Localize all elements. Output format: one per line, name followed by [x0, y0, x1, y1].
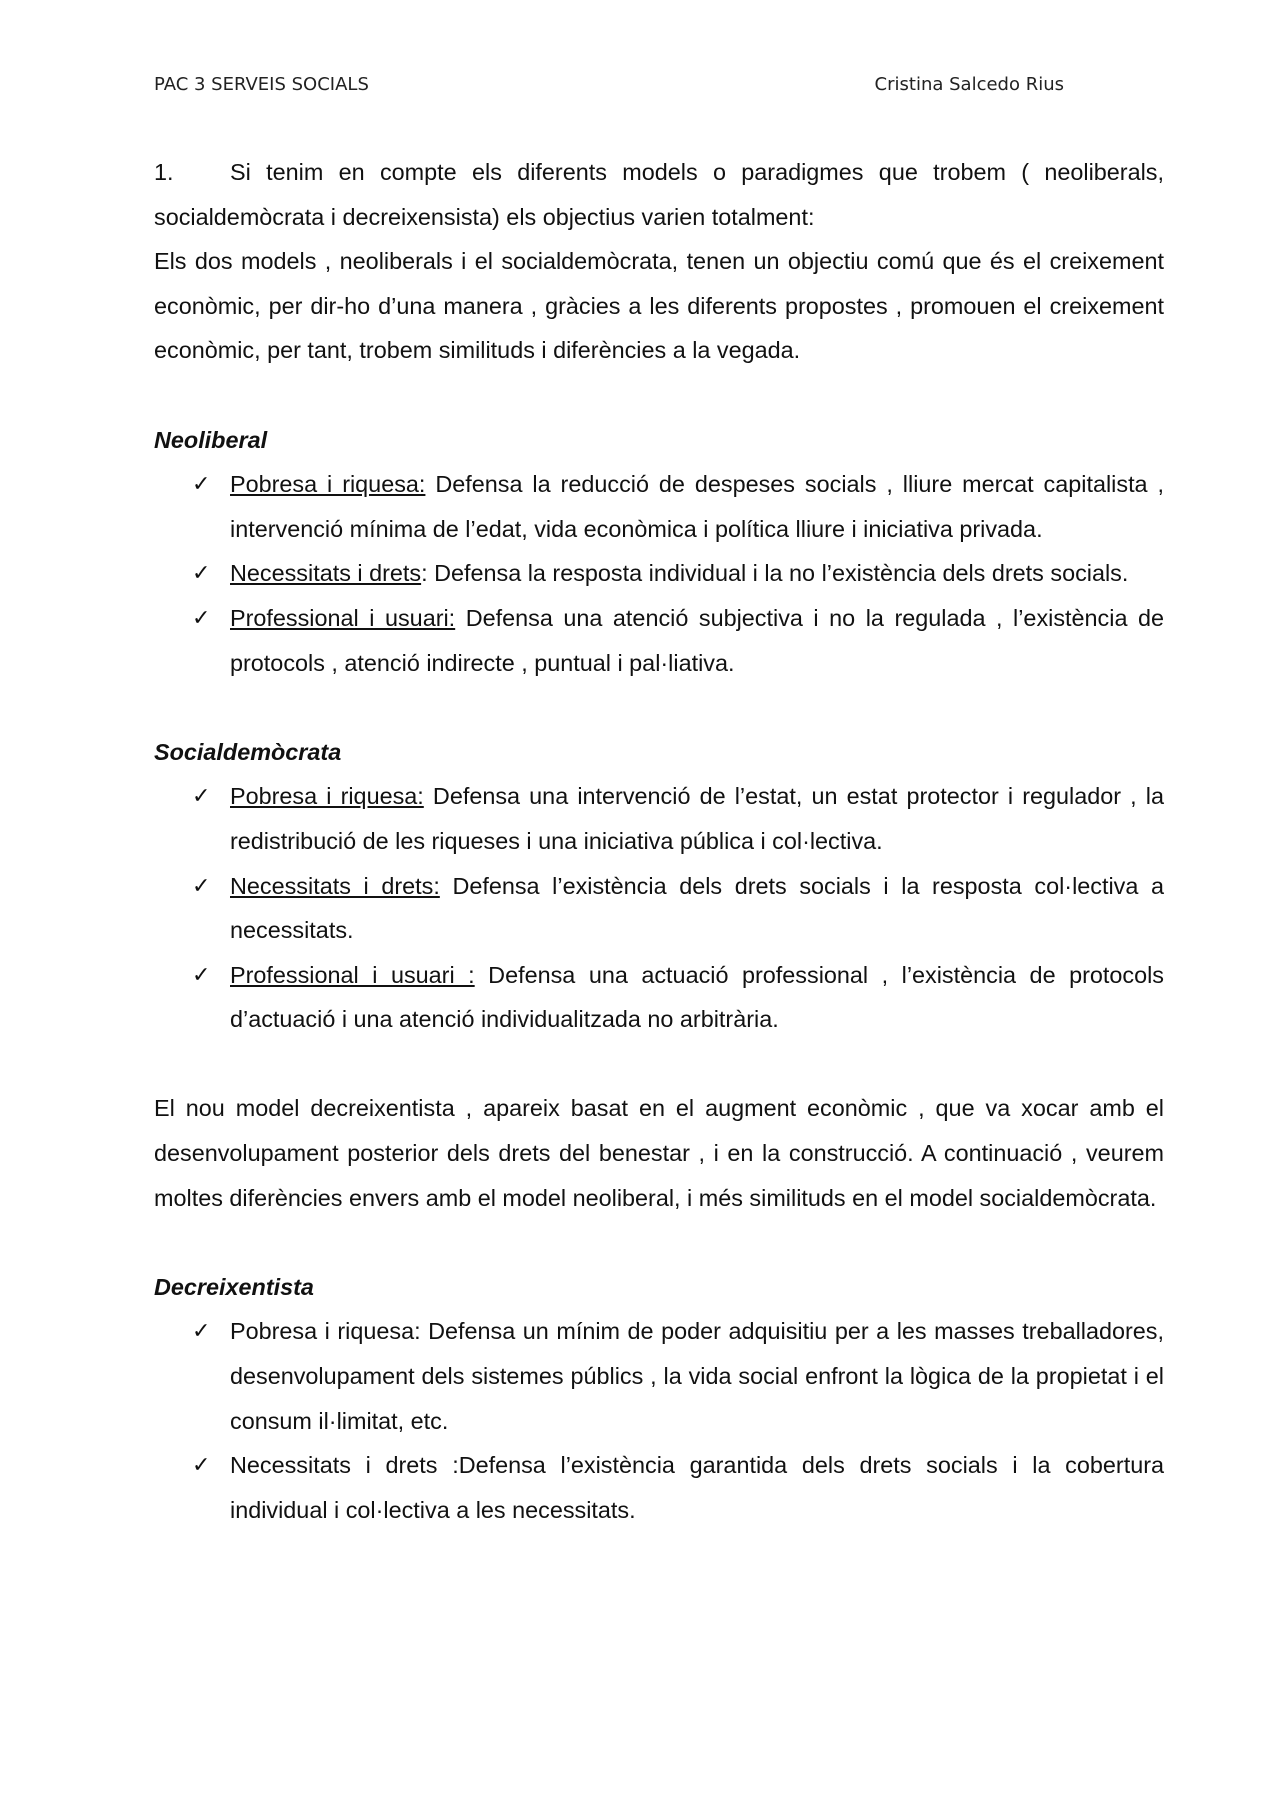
checkmark-icon: ✓ — [192, 872, 211, 898]
decreixentista-list — [154, 1309, 1164, 1532]
checkmark-icon: ✓ — [192, 961, 211, 987]
decreixentista-intro-paragraph: El nou model decreixentista , apareix basat en el augment econòmic , que va xocar amb el desenvolupament posterior dels drets del benestar , i en la construcció. A continuació , veurem moltes diferències envers amb el model neoliberal, i més similituds en el model socialdemòcrata. — [154, 1095, 1164, 1211]
item-text: Defensa una actuació professional , l’existència de protocols d’actuació i una atenció individualitzada no arbitrària. — [230, 961, 1165, 1033]
checkmark-icon: ✓ — [192, 471, 211, 497]
neoliberal-list — [154, 462, 1164, 685]
socialdemocrata-list — [154, 774, 1164, 1042]
item-term: Necessitats i drets — [230, 560, 422, 587]
list-item — [192, 864, 1164, 953]
list-item — [192, 596, 1164, 685]
item-text: Defensa una atenció subjectiva i no la regulada , l’existència de protocols , atenció indirecte , puntual i pal·liativa. — [230, 604, 1164, 676]
item-term: Pobresa i riquesa: — [230, 783, 424, 810]
checkmark-icon: ✓ — [192, 1452, 211, 1478]
intro-paragraph-2: Els dos models , neoliberals i el socialdemòcrata, tenen un objectiu comú que és el creixement econòmic, per dir-ho d’una manera , gràcies a les diferents propostes , promouen el creixement econòmic, per tant, trobem similituds i diferències a la vegada. — [154, 248, 1164, 364]
header-course-title: PAC 3 SERVEIS SOCIALS — [154, 74, 369, 95]
item-term: Professional i usuari : — [230, 961, 475, 988]
item-term: Pobresa i riquesa: — [230, 471, 426, 498]
section-title-decreixentista: Decreixentista — [154, 1273, 314, 1300]
list-item — [192, 953, 1165, 1042]
checkmark-icon: ✓ — [192, 560, 211, 586]
header-author-name: Cristina Salcedo Rius — [874, 74, 1064, 95]
list-item — [192, 462, 1165, 551]
intro-paragraph-1 — [154, 150, 1164, 239]
document-body — [154, 150, 1164, 1532]
question-number: 1. — [154, 159, 174, 185]
checkmark-icon: ✓ — [192, 783, 211, 809]
intro-paragraph-1-text: Si tenim en compte els diferents models o paradigmes que trobem ( neoliberals, socialdemòcrata i decreixensista) els objectius varien totalment: — [154, 159, 1164, 230]
item-text: Pobresa i riquesa: Defensa un mínim de poder adquisitiu per a les masses treballadores, desenvolupament dels sistemes públics , la vida social enfront la lògica de la propietat i el consum il·limitat, etc. — [230, 1318, 1164, 1434]
list-item — [192, 1443, 1164, 1532]
item-text: Necessitats i drets :Defensa l’existència garantida dels drets socials i la cobertura individual i col·lectiva a les necessitats. — [230, 1452, 1164, 1523]
item-term: Professional i usuari: — [230, 604, 456, 631]
item-term: Necessitats i drets: — [230, 872, 440, 899]
item-text: Defensa la reducció de despeses socials , lliure mercat capitalista , intervenció mínima de l’edat, vida econòmica i política lliure i iniciativa privada. — [230, 471, 1165, 542]
list-item — [192, 551, 1164, 596]
item-text: Defensa una intervenció de l’estat, un estat protector i regulador , la redistribució de les riqueses i una iniciativa pública i col·lectiva. — [230, 783, 1164, 854]
item-text: Defensa l’existència dels drets socials i la resposta col·lectiva a necessitats. — [230, 872, 1164, 944]
page-header — [154, 74, 1064, 100]
section-title-socialdemocrata: Socialdemòcrata — [154, 738, 342, 765]
section-title-neoliberal: Neoliberal — [154, 426, 268, 453]
checkmark-icon: ✓ — [192, 1318, 211, 1344]
list-item — [192, 1309, 1164, 1443]
item-text: : Defensa la resposta individual i la no l’existència dels drets socials. — [421, 560, 1129, 587]
checkmark-icon: ✓ — [192, 604, 211, 630]
list-item — [192, 774, 1164, 863]
